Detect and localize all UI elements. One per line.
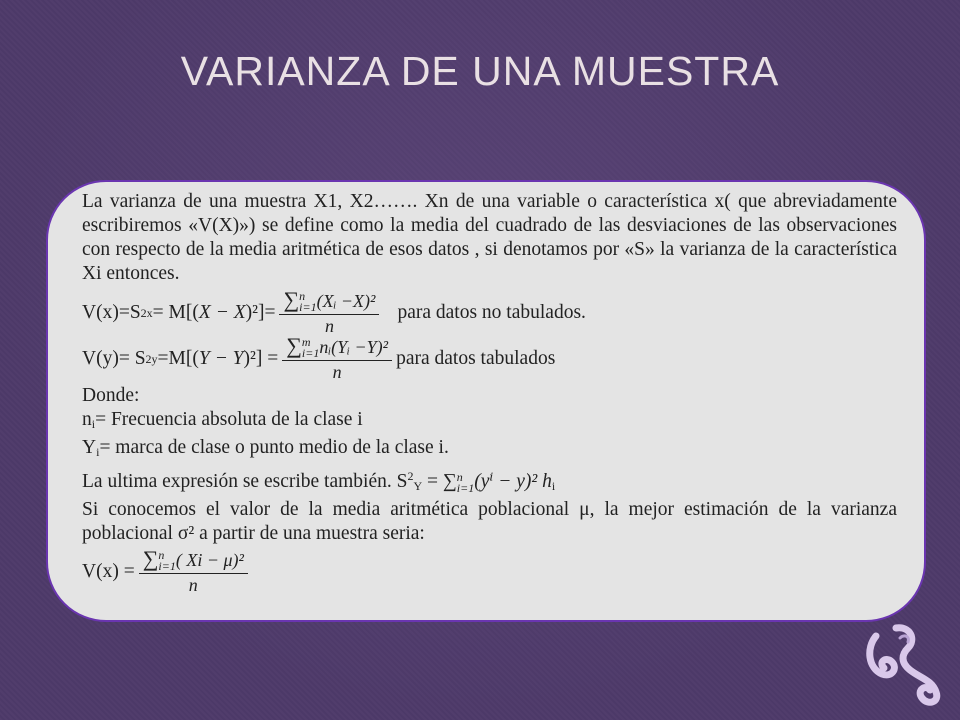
eq1-denominator: n bbox=[324, 316, 334, 337]
yi-sub: i bbox=[96, 445, 100, 459]
yi-label: Y bbox=[82, 437, 97, 458]
eq2-numerator: nᵢ(Yᵢ −Y)² bbox=[319, 336, 389, 357]
conocemos-paragraph: Si conocemos el valor de la media aritmética poblacional μ, la mejor estimación de la varianza poblacional σ² a partir de una muestra seria: bbox=[82, 499, 897, 544]
ultima-eq: = ∑ bbox=[422, 471, 457, 492]
eq1-sup: 2 bbox=[140, 306, 147, 320]
ultima-expr: (yⁱ − y)² h bbox=[474, 471, 552, 492]
yi-definition bbox=[82, 436, 897, 464]
sum-lower-limit: i=1 bbox=[299, 300, 317, 315]
body-text bbox=[82, 190, 897, 598]
swirl-logo-icon bbox=[856, 618, 946, 708]
sum-lower-limit: i=1 bbox=[301, 346, 320, 361]
eq3-numerator: ( Xi − μ)² bbox=[175, 549, 244, 570]
slide-title: VARIANZA DE UNA MUESTRA bbox=[180, 48, 780, 94]
ultima-expresion bbox=[82, 464, 897, 498]
sum-upper-limit: m bbox=[301, 335, 311, 350]
sum-symbol: ∑ bbox=[142, 545, 159, 571]
eq1-fraction bbox=[279, 286, 379, 337]
ni-label: n bbox=[82, 409, 92, 430]
eq1-sub: x bbox=[146, 306, 153, 320]
donde-label: Donde: bbox=[82, 385, 140, 406]
eq1-note: para datos no tabulados. bbox=[397, 302, 586, 323]
eq2-fraction bbox=[282, 332, 392, 383]
eq3-fraction bbox=[139, 545, 248, 596]
sum-symbol: ∑ bbox=[286, 332, 302, 358]
equation-untabulated bbox=[82, 286, 897, 337]
ni-definition bbox=[82, 408, 897, 436]
eq2-rest: =M[( bbox=[157, 348, 199, 369]
sum-upper-limit: n bbox=[299, 289, 306, 304]
intro-paragraph: La varianza de una muestra X1, X2……. Xn de una variable o característica x( que abreviadamente escribiremos «V(X)») se define como la media del cuadrado de las desviaciones de las observaciones con respecto de la media aritmética de esos datos , si denotamos por «S» la varianza de la característica Xi entonces. bbox=[82, 191, 897, 284]
ultima-sub: Y bbox=[413, 479, 423, 493]
ni-text: = Frecuencia absoluta de la clase i bbox=[95, 409, 363, 430]
ni-sub: i bbox=[91, 417, 96, 431]
sum-upper-limit: n bbox=[158, 548, 165, 563]
eq2-close: )²] = bbox=[243, 348, 279, 369]
sum-upper-limit: n bbox=[456, 469, 463, 484]
eq2-sub: y bbox=[151, 352, 158, 366]
eq1-expr: X − X bbox=[198, 302, 246, 323]
ultima-sup: 2 bbox=[407, 469, 414, 483]
yi-text: = marca de clase o punto medio de la clase i. bbox=[99, 437, 449, 458]
equation-population bbox=[82, 546, 897, 598]
eq1-lhs: V(x)=S bbox=[82, 302, 141, 323]
equation-tabulated bbox=[82, 332, 897, 383]
ultima-text: La ultima expresión se escribe también. S bbox=[82, 471, 408, 492]
eq3-lhs: V(x) = bbox=[82, 561, 135, 582]
eq3-denominator: n bbox=[188, 575, 198, 596]
eq2-sup: 2 bbox=[145, 352, 152, 366]
eq2-lhs: V(y)= S bbox=[82, 348, 146, 369]
sum-lower-limit: i=1 bbox=[456, 480, 475, 495]
sum-lower-limit: i=1 bbox=[158, 559, 176, 574]
eq2-expr: Y − Y bbox=[198, 348, 244, 369]
eq2-note: para datos tabulados bbox=[396, 348, 556, 369]
eq1-rest: = M[( bbox=[152, 302, 199, 323]
eq1-close: )²]= bbox=[245, 302, 276, 323]
sum-symbol: ∑ bbox=[283, 286, 300, 312]
eq1-numerator: (Xᵢ −X)² bbox=[316, 290, 376, 311]
eq2-denominator: n bbox=[332, 362, 342, 383]
ultima-h-sub: i bbox=[551, 479, 556, 493]
